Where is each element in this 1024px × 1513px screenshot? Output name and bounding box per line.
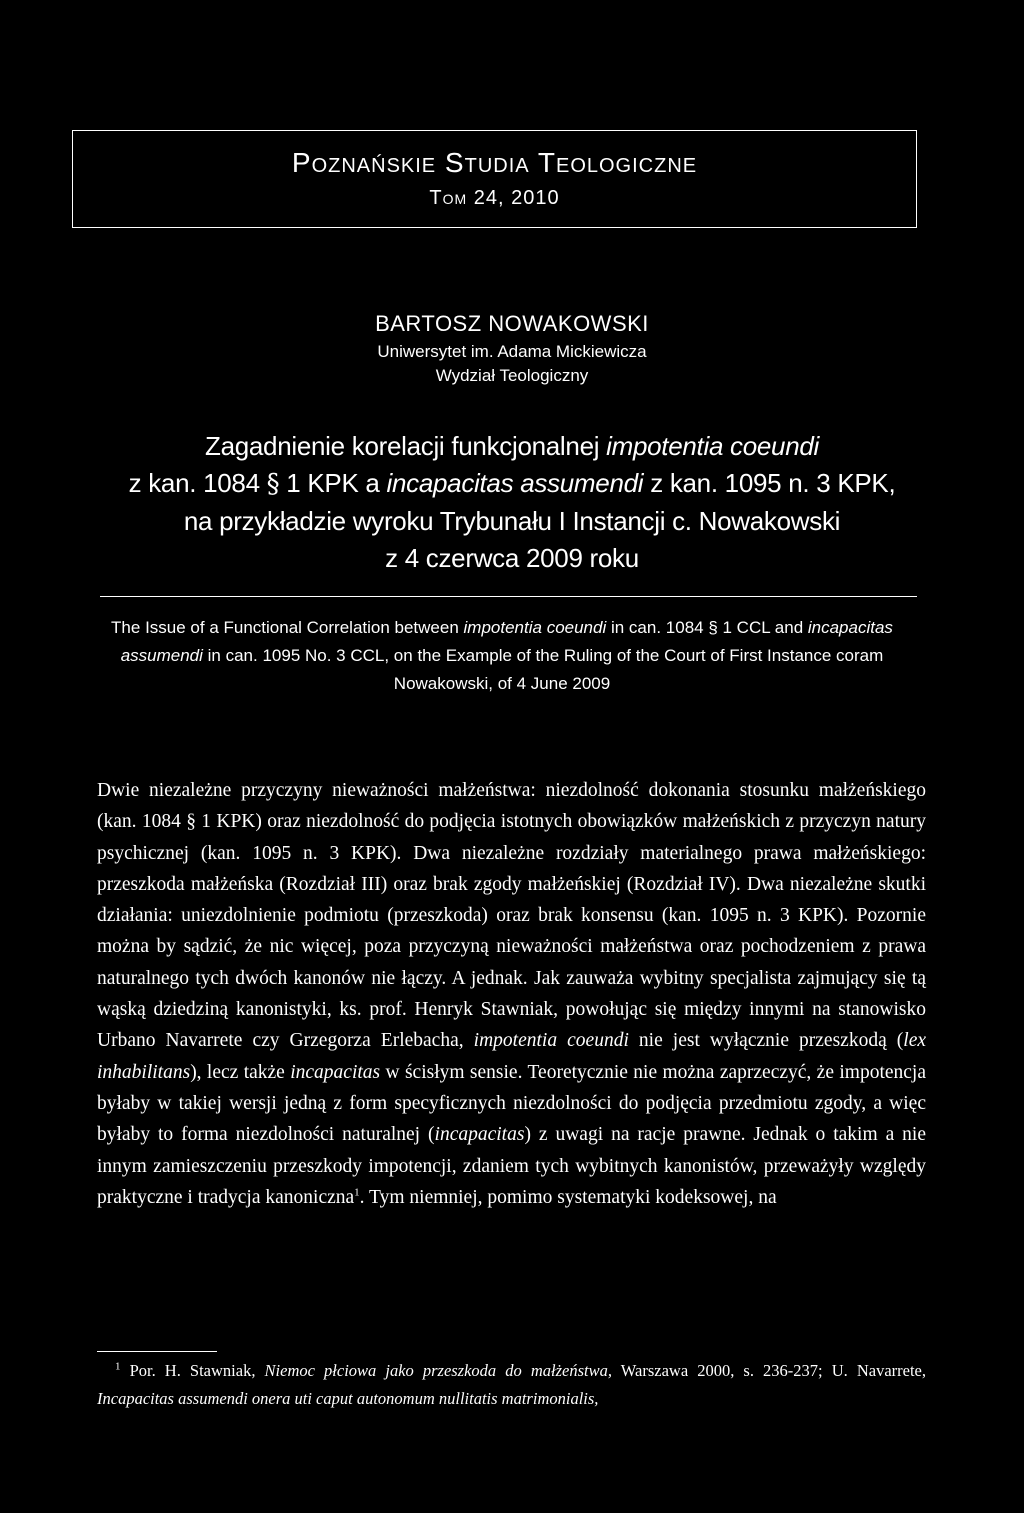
footnote [97, 1357, 926, 1413]
title-line-2 [60, 465, 964, 503]
title-line-4: z 4 czerwca 2009 roku [385, 543, 639, 573]
title-text: z kan. 1084 [128, 468, 267, 498]
footnote-italic-run: Incapacitas assumendi onera uti caput autonomum nullitatis matrimonialis, [97, 1389, 599, 1408]
body-text-run: . Tym niemniej, pomimo systematyki kodeksowej, na [359, 1186, 777, 1208]
journal-volume: Tom 24, 2010 [429, 187, 560, 209]
author-block [0, 308, 1024, 388]
title-line-1 [60, 428, 964, 465]
section-sign: § [266, 469, 280, 499]
title-divider [100, 596, 917, 597]
title-en-text: in can. 1095 No. 3 CCL, on the Example of the Ruling of the Court of First Instance coram Nowakowski, of 4 June 2009 [202, 646, 884, 693]
article-title-polish [60, 428, 964, 577]
body-text-run: Dwie niezależne przyczyny nieważności małżeństwa: niezdolność dokonania stosunku małżeńskiego (kan. 1084 § 1 KPK) oraz niezdolność do podjęcia istotnych obowiązków małżeńskich z przyczyn natury psychicznej (kan. 1095 n. 3 KPK). Dwa niezależne rozdziały materialnego prawa małżeńskiego: przeszkoda małżeńska (Rozdział III) oraz brak zgody małżeńskiej (Rozdział IV). Dwa niezależne skutki działania: uniezdolnienie podmiotu (przeszkoda) oraz brak konsensu (kan. 1095 n. 3 KPK). Pozornie można by sądzić, że nic więcej, poza przyczyną nieważności małżeństwa oraz pochodzeniem z prawa naturalnego tych dwóch kanonów nie łączy. A jednak. Jak zauważa wybitny specjalista zajmujący się tą wąską dziedziną kanonistyki, ks. prof. Henryk Stawniak, powołując się między innymi na stanowisko Urbano Navarrete czy Grzegorza Erlebacha, [97, 780, 926, 1052]
title-en-text: in can. 1084 § 1 CCL and [606, 618, 808, 637]
body-italic-run: lex inhabilitans [97, 1030, 927, 1083]
body-paragraph [97, 775, 926, 1213]
body-italic-run: impotentia coeundi [473, 1030, 629, 1052]
body-italic-run: incapacitas [434, 1124, 525, 1146]
title-en-italic: impotentia coeundi [463, 618, 607, 637]
footnote-number: 1 [115, 1360, 121, 1373]
journal-name: Poznańskie Studia Teologiczne [291, 147, 698, 178]
body-text-run: nie jest wyłącznie przeszkodą ( [628, 1030, 904, 1052]
body-text-run: ), lecz także [190, 1061, 291, 1083]
title-italic-term: incapacitas assumendi [386, 468, 644, 498]
title-text: z kan. 1095 n. 3 KPK, [643, 468, 896, 498]
body-text-run: w ścisłym sensie. Teoretycznie nie można zaprzeczyć, że impotencja byłaby w takiej wersji jedną z form specyficznych niezdolności do podjęcia przedmiotu zgody, a więc byłaby to forma niezdolności naturalnej ( [97, 1061, 926, 1146]
footnote-reference[interactable]: 1 [354, 1186, 360, 1199]
footnote-1 [97, 1357, 926, 1413]
title-line-3: na przykładzie wyroku Trybunału I Instancji c. Nowakowski [183, 506, 841, 536]
title-italic-term: impotentia coeundi [606, 431, 819, 461]
title-text: Zagadnienie korelacji funkcjonalnej [205, 431, 607, 461]
journal-header-box [72, 130, 917, 228]
title-en-italic: incapacitas assumendi [120, 618, 893, 665]
affiliation-faculty: Wydział Teologiczny [435, 366, 589, 385]
author-name: BARTOSZ NOWAKOWSKI [375, 311, 649, 336]
footnote-text-run: Warszawa 2000, s. 236-237; U. Navarrete, [611, 1361, 927, 1380]
body-italic-run: incapacitas [290, 1061, 381, 1083]
title-en-text: The Issue of a Functional Correlation between [111, 618, 464, 637]
article-title-english [90, 614, 914, 698]
title-text: 1 KPK a [279, 468, 387, 498]
footnote-italic-run: Niemoc płciowa jako przeszkoda do małżeństwa, [264, 1361, 612, 1380]
affiliation-university: Uniwersytet im. Adama Mickiewicza [377, 342, 647, 361]
footnote-rule [97, 1351, 217, 1352]
paragraph-1 [97, 775, 926, 1213]
footnote-text-run: Por. H. Stawniak, [120, 1361, 265, 1380]
body-text-run: ) z uwagi na racje prawne. Jednak o takim a nie innym zamieszczeniu przeszkody impotencji, zdaniem tych wybitnych kanonistów, przeważyły względy praktyczne i tradycja kanoniczna [97, 1124, 926, 1208]
